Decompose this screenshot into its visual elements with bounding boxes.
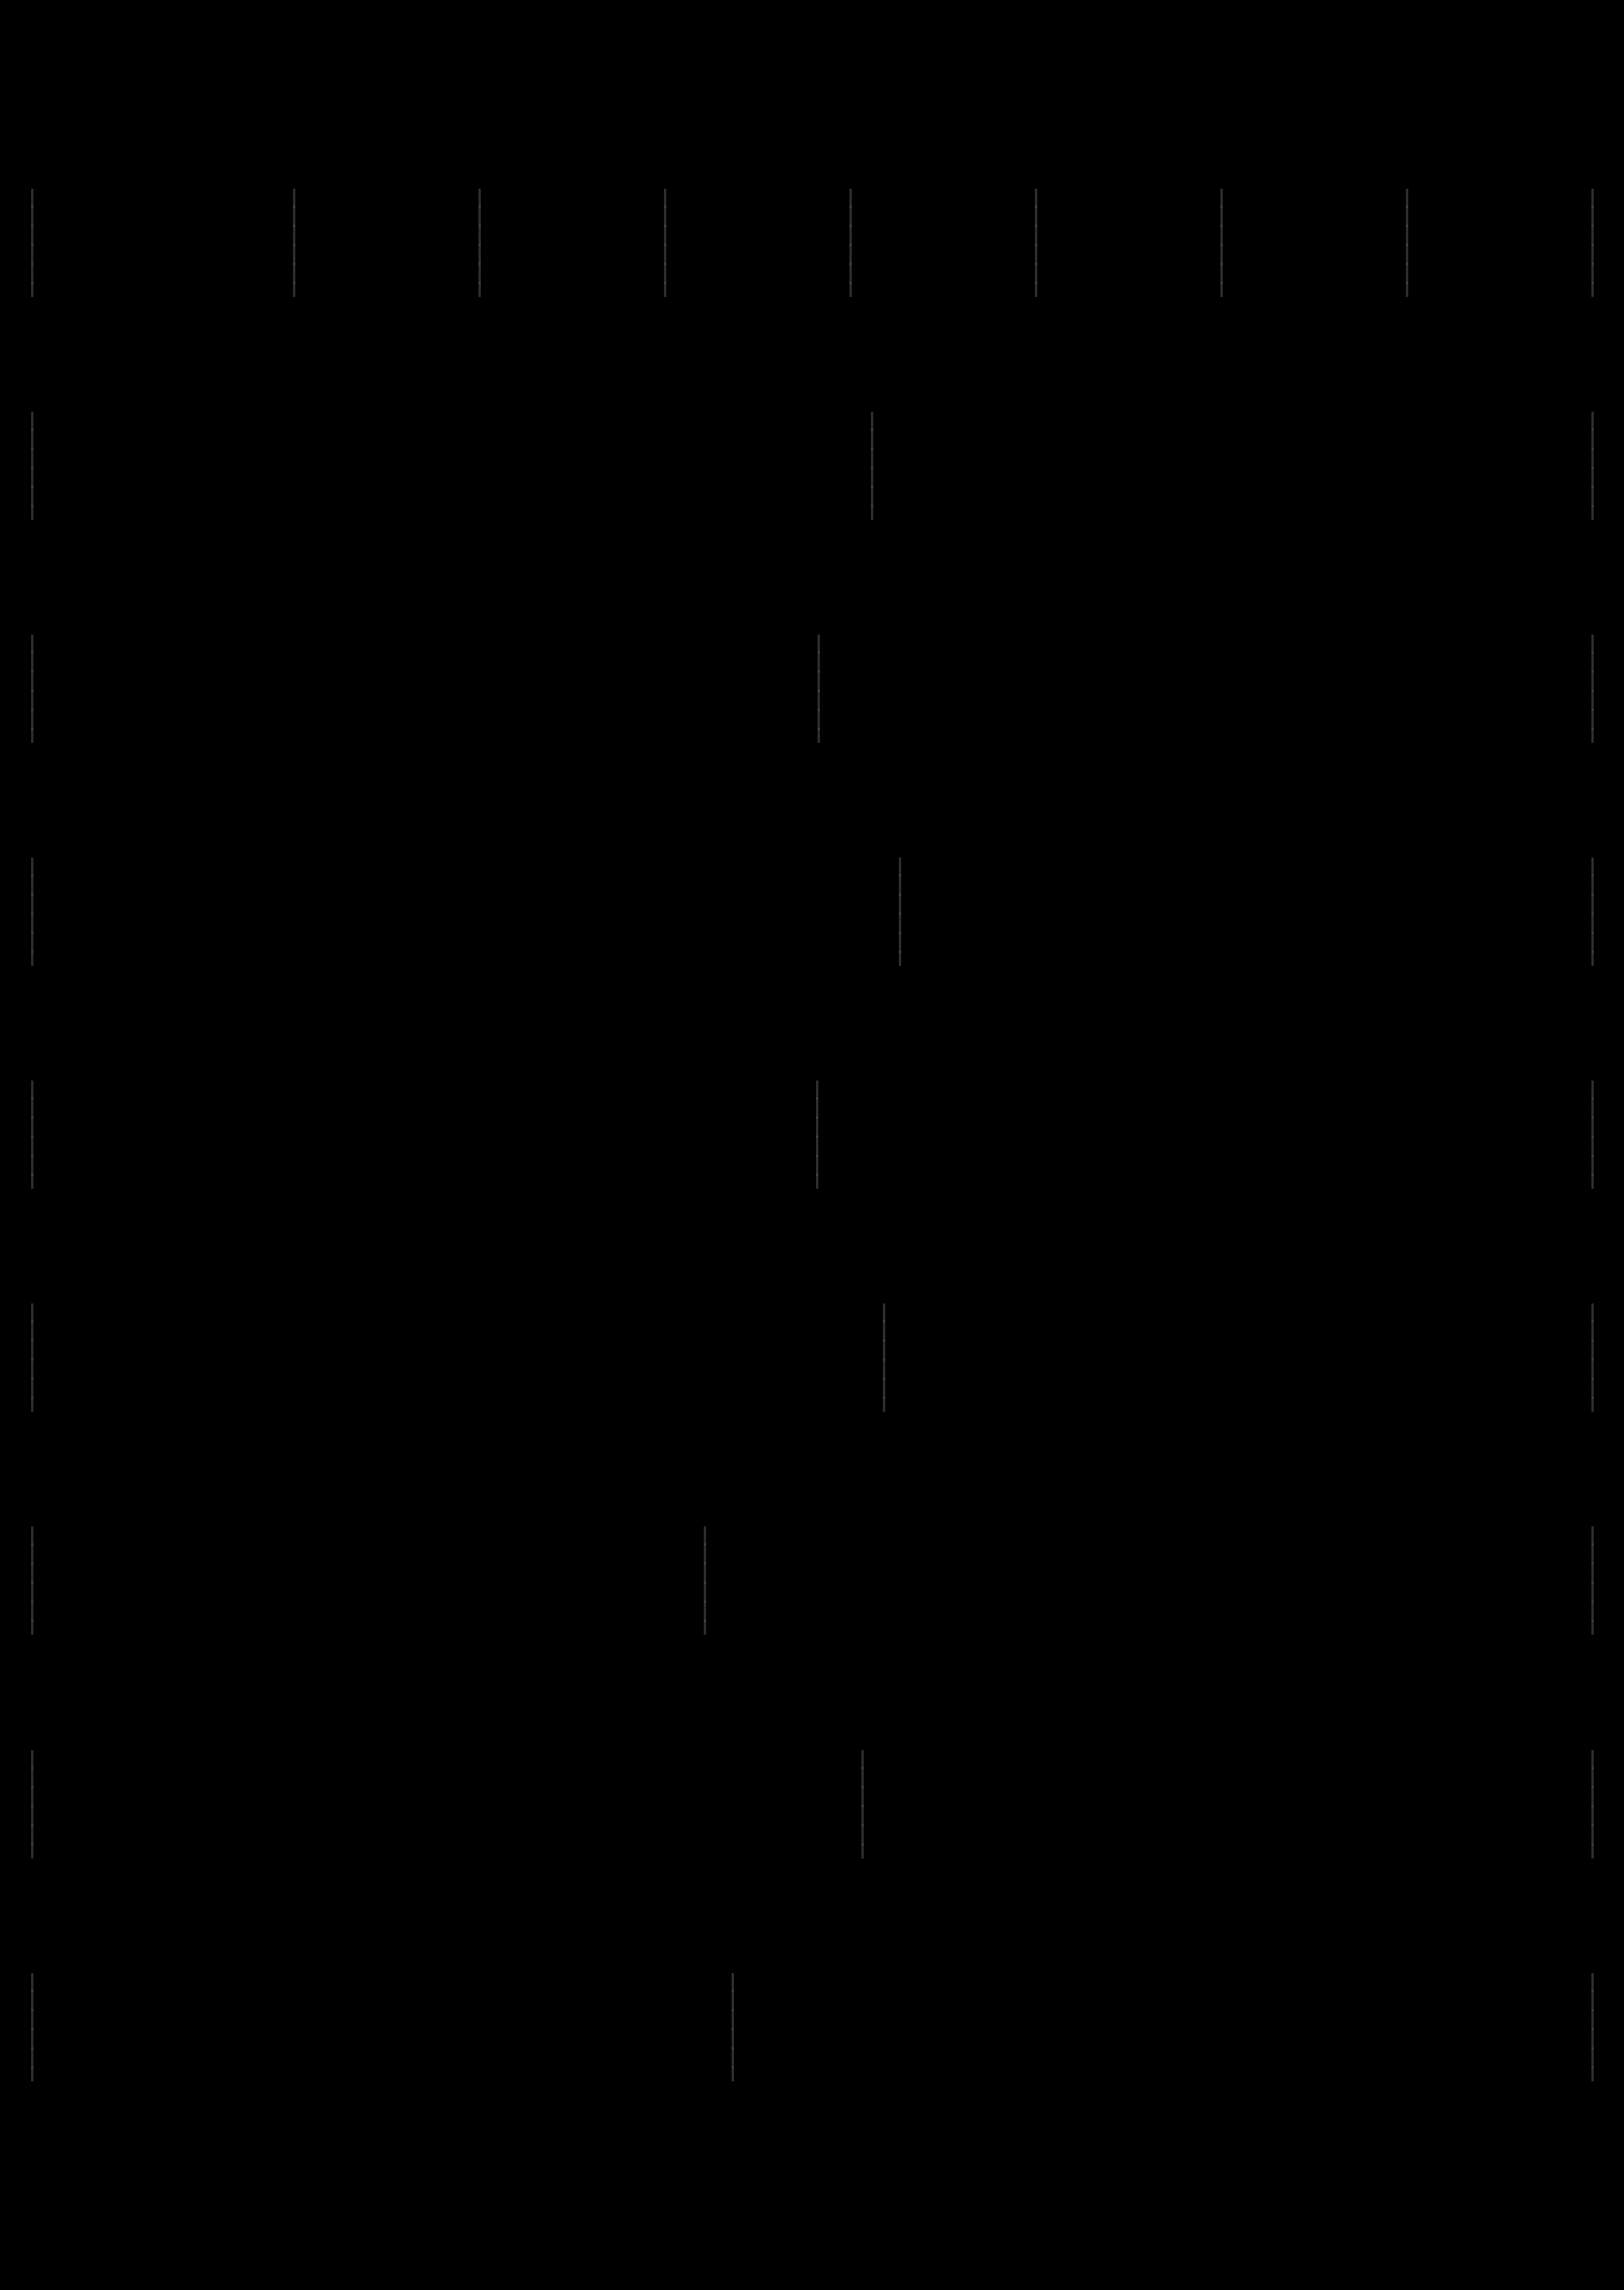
- barline: [1591, 858, 1594, 966]
- barline: [1591, 1303, 1594, 1412]
- barline: [1591, 635, 1594, 743]
- barline: [1220, 189, 1223, 297]
- barline: [1591, 1081, 1594, 1189]
- barline: [861, 1750, 864, 1858]
- barline: [1591, 412, 1594, 520]
- barline: [1591, 1526, 1594, 1635]
- barline: [664, 189, 666, 297]
- barline: [31, 1303, 33, 1412]
- barline: [478, 189, 481, 297]
- barline: [883, 1303, 885, 1412]
- barline: [704, 1526, 706, 1635]
- barline: [816, 1081, 818, 1189]
- barline: [1591, 1750, 1594, 1858]
- barline: [1406, 189, 1408, 297]
- barline: [818, 635, 820, 743]
- barline: [31, 1973, 33, 2081]
- barline: [732, 1973, 734, 2081]
- barline: [849, 189, 852, 297]
- barline: [1591, 189, 1594, 297]
- barline: [31, 858, 33, 966]
- barline: [899, 858, 901, 966]
- barline: [293, 189, 295, 297]
- barline: [1591, 1973, 1594, 2081]
- barline: [31, 412, 33, 520]
- barline: [31, 1526, 33, 1635]
- barline: [1035, 189, 1037, 297]
- barline: [31, 1081, 33, 1189]
- barline: [31, 635, 33, 743]
- barline: [31, 189, 33, 297]
- barline: [31, 1750, 33, 1858]
- barline: [871, 412, 873, 520]
